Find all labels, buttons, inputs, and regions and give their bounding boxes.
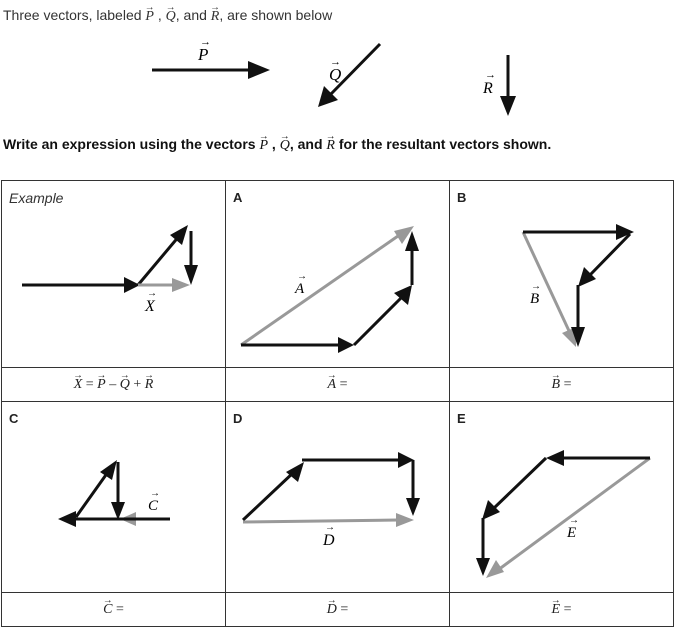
- resultant-arrow: [243, 520, 398, 522]
- cell-b: [450, 181, 674, 368]
- vector-name: C: [148, 498, 159, 514]
- vector-name: D: [323, 532, 335, 549]
- svg-text:→: →: [569, 515, 579, 526]
- example-diagram: [2, 181, 226, 367]
- vector-p-overarrow: →: [200, 36, 211, 48]
- vector-q-label: → Q: [166, 9, 176, 25]
- instruction-text: Write an expression using the vectors → P , → Q, and → R for the resultant vectors shown.: [3, 136, 551, 154]
- diagram-c: [2, 402, 226, 592]
- diagram-b: [450, 181, 674, 367]
- cell-label: B: [457, 190, 467, 205]
- answer-e[interactable]: → E =: [450, 593, 674, 627]
- vector-name: A: [295, 281, 305, 297]
- cell-e: [450, 402, 674, 593]
- cell-label: A: [233, 190, 243, 205]
- vector-p-arrowhead: [248, 61, 270, 79]
- cell-label: Example: [9, 190, 64, 206]
- answer-c[interactable]: → C =: [2, 593, 226, 627]
- vector-r-arrowhead: [500, 96, 516, 116]
- svg-text:→: →: [150, 488, 160, 499]
- svg-text:→: →: [325, 522, 335, 533]
- cell-label: D: [233, 411, 243, 426]
- vector-r-label: → R: [211, 9, 220, 25]
- vector-q-overarrow: →: [330, 56, 341, 68]
- svg-text:→: →: [531, 281, 541, 292]
- answer-b[interactable]: → B =: [450, 368, 674, 402]
- vector-diagram-table: [1, 180, 674, 627]
- vector-name: B: [530, 291, 540, 307]
- diagram-e: [450, 402, 674, 592]
- svg-text:→: →: [147, 288, 157, 299]
- answer-d[interactable]: → D =: [226, 593, 450, 627]
- answer-example: → X = → P – → Q + → R: [2, 368, 226, 402]
- cell-label: C: [9, 411, 19, 426]
- cell-c: [2, 402, 226, 593]
- q-arrow: [138, 235, 180, 285]
- vector-q-name: Q: [329, 65, 342, 84]
- vector-name: X: [145, 298, 155, 315]
- vector-p-name: P: [198, 45, 209, 64]
- cell-example: [2, 181, 226, 368]
- resultant-arrow: [241, 236, 398, 345]
- answer-a[interactable]: → A =: [226, 368, 450, 402]
- vector-name: E: [567, 525, 577, 541]
- vector-r-name: R: [483, 80, 493, 97]
- diagram-d: [226, 402, 450, 592]
- vector-p-label: → P: [145, 9, 154, 25]
- cell-a: [226, 181, 450, 368]
- intro-text: Three vectors, labeled → P , → Q, and → R, are shown below: [3, 7, 332, 25]
- cell-label: E: [457, 411, 466, 426]
- cell-d: [226, 402, 450, 593]
- basis-vectors-diagram: [0, 0, 678, 130]
- vector-r-overarrow: →: [485, 69, 496, 81]
- resultant-arrow: [498, 458, 650, 570]
- svg-text:→: →: [297, 271, 307, 282]
- diagram-a: [226, 181, 450, 367]
